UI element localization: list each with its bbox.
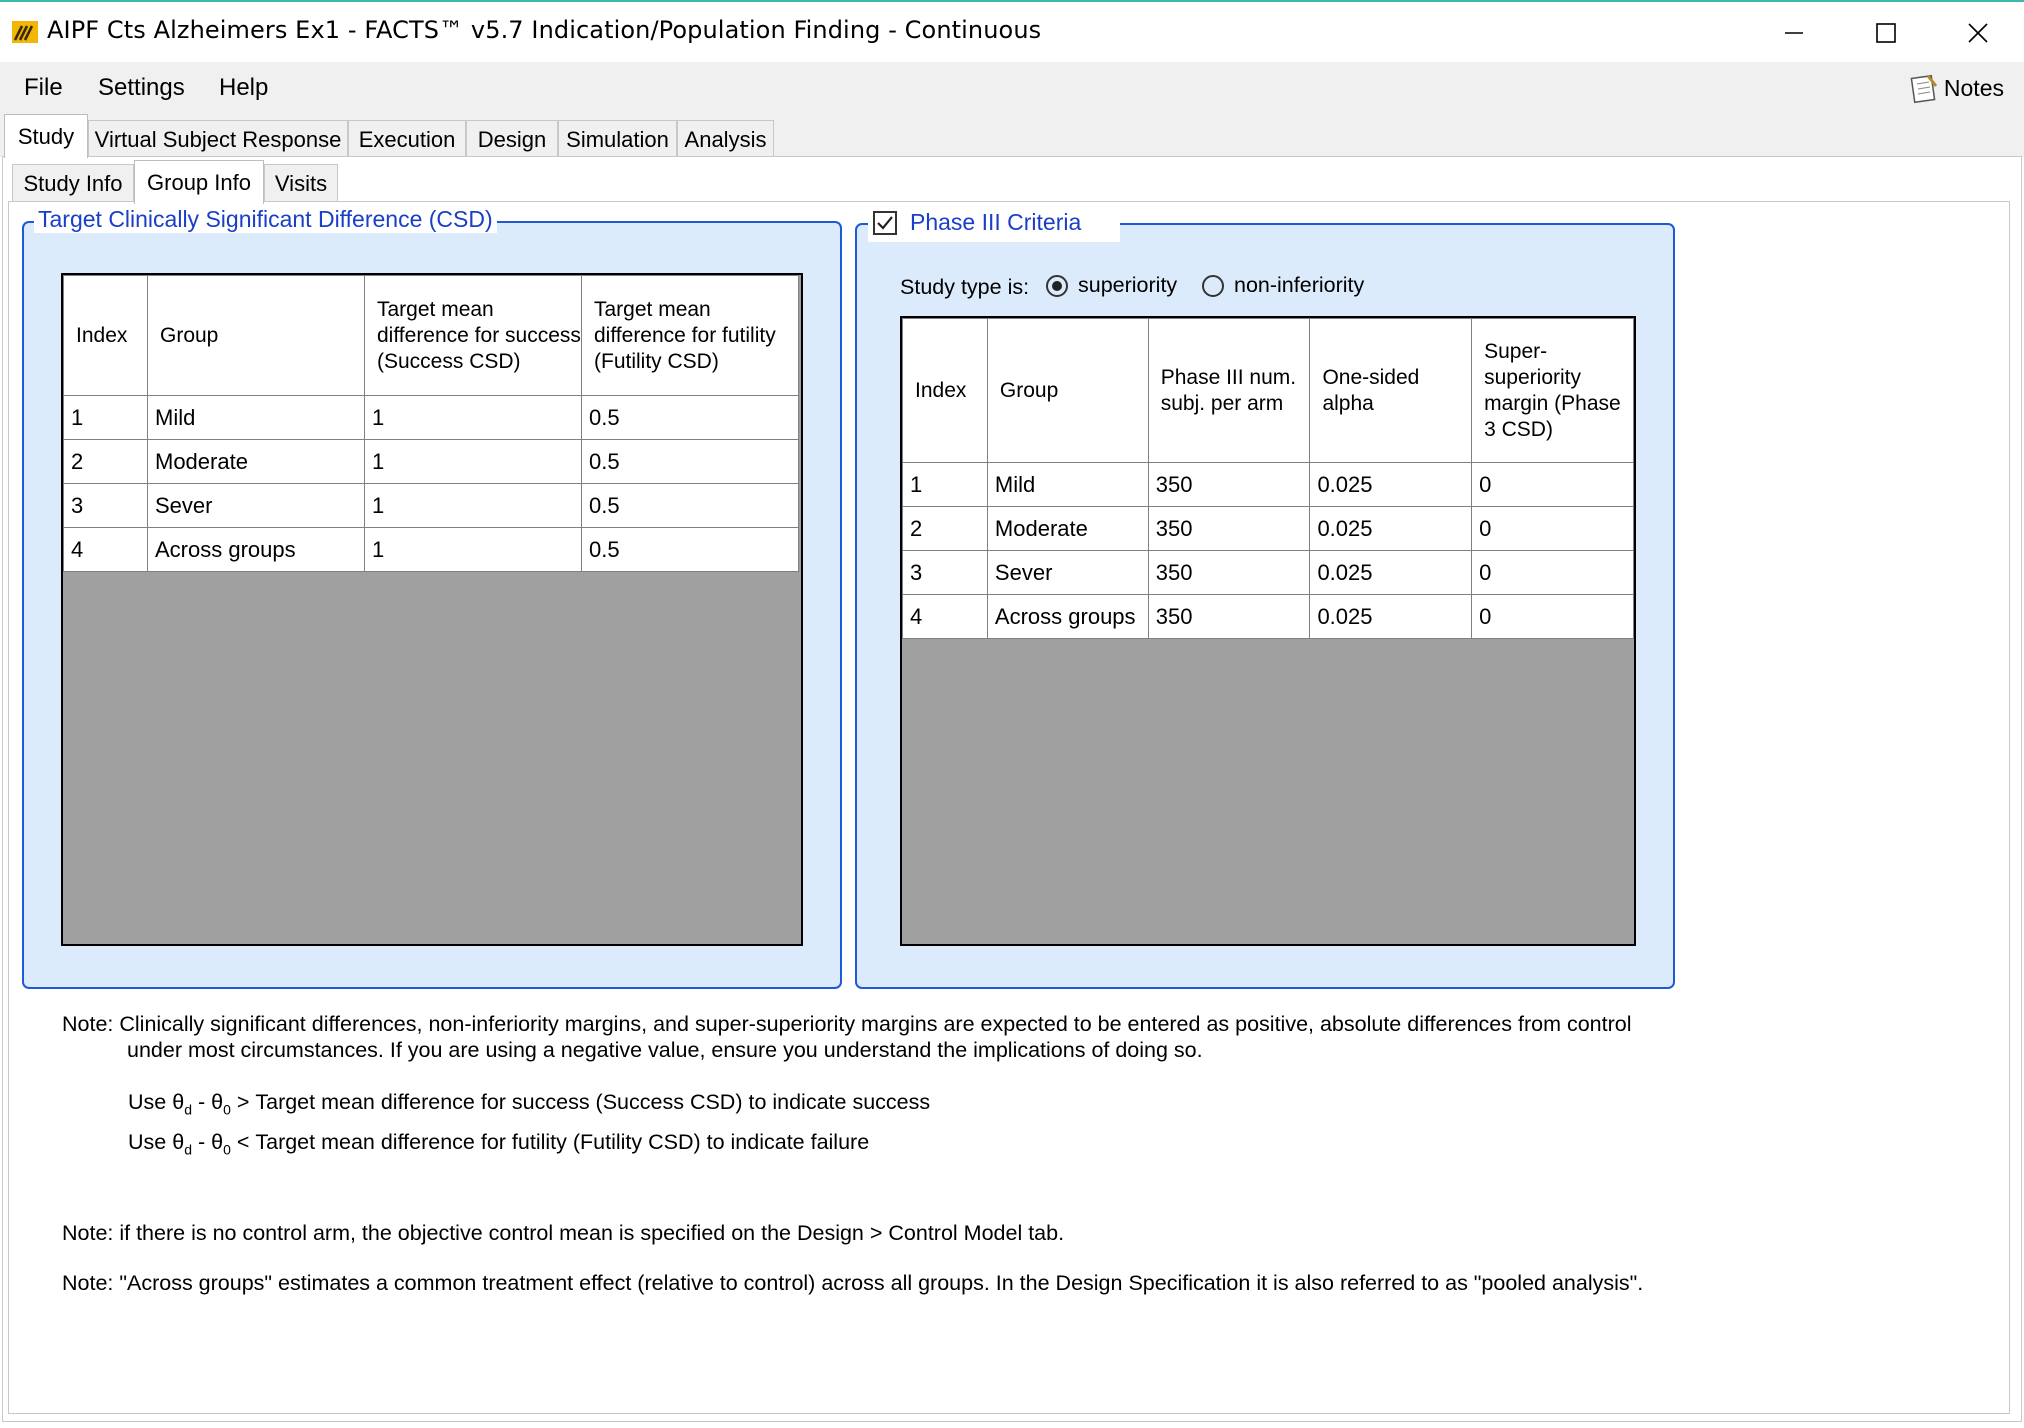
minimize-button[interactable] bbox=[1748, 8, 1840, 58]
phase3-cell-index: 4 bbox=[903, 595, 988, 639]
table-row[interactable] bbox=[903, 595, 1634, 639]
tab-analysis[interactable]: Analysis bbox=[677, 120, 774, 158]
menu-file[interactable]: File bbox=[24, 74, 63, 101]
radio-superiority-indicator bbox=[1046, 275, 1068, 297]
phase3-col-margin[interactable]: Super-superiority margin (Phase 3 CSD) bbox=[1472, 319, 1634, 463]
phase3-col-group[interactable]: Group bbox=[987, 319, 1148, 463]
notepad-icon bbox=[1908, 72, 1940, 104]
csd-col-index[interactable]: Index bbox=[64, 276, 148, 396]
csd-cell-success[interactable]: 1 bbox=[365, 528, 582, 572]
csd-cell-futility[interactable]: 0.5 bbox=[582, 440, 799, 484]
maximize-icon bbox=[1876, 23, 1896, 43]
table-row[interactable] bbox=[64, 528, 799, 572]
note-csd-line2: under most circumstances. If you are using a negative value, ensure you understand the implications of doing so. bbox=[127, 1038, 1203, 1062]
app-logo-icon bbox=[12, 21, 38, 43]
table-row[interactable] bbox=[903, 463, 1634, 507]
notes-button[interactable] bbox=[1908, 72, 2004, 104]
tab-group-info[interactable]: Group Info bbox=[134, 160, 264, 204]
phase3-cell-margin[interactable]: 0 bbox=[1472, 551, 1634, 595]
failure-rule: Use $\theta_d - \theta_0$ < Target mean difference for futility (Futility CSD) to indicate failure bbox=[128, 1130, 870, 1158]
csd-cell-index: 1 bbox=[64, 396, 148, 440]
phase3-groupbox-title: Phase III Criteria bbox=[910, 209, 1082, 235]
phase3-cell-alpha[interactable]: 0.025 bbox=[1310, 463, 1472, 507]
maximize-button[interactable] bbox=[1840, 8, 1932, 58]
success-rule-text: > Target mean difference for success (Success CSD) to indicate success bbox=[230, 1090, 931, 1114]
note-across-groups: Note: "Across groups" estimates a common treatment effect (relative to control) across all groups. In the Design Specification it is also referred to as "pooled analysis". bbox=[62, 1271, 1644, 1295]
menu-settings[interactable]: Settings bbox=[98, 74, 185, 101]
phase3-cell-margin[interactable]: 0 bbox=[1472, 595, 1634, 639]
phase3-cell-num-subj[interactable]: 350 bbox=[1148, 507, 1310, 551]
subscript-0: 0 bbox=[223, 1101, 231, 1118]
tab-study-info[interactable]: Study Info bbox=[12, 164, 134, 202]
csd-table bbox=[63, 275, 799, 572]
tab-execution[interactable]: Execution bbox=[348, 120, 466, 158]
theta-symbol: θ bbox=[172, 1130, 185, 1154]
table-row[interactable] bbox=[64, 440, 799, 484]
phase3-grid[interactable] bbox=[900, 316, 1636, 946]
phase3-col-index[interactable]: Index bbox=[903, 319, 988, 463]
radio-non-inferiority[interactable] bbox=[1202, 273, 1364, 298]
title-bar bbox=[0, 2, 2024, 62]
phase3-cell-group: Across groups bbox=[987, 595, 1148, 639]
use-prefix: Use bbox=[128, 1090, 173, 1114]
phase3-cell-index: 2 bbox=[903, 507, 988, 551]
csd-col-futility[interactable]: Target mean difference for futility (Futility CSD) bbox=[582, 276, 799, 396]
phase3-cell-num-subj[interactable]: 350 bbox=[1148, 463, 1310, 507]
csd-cell-group: Moderate bbox=[148, 440, 365, 484]
radio-non-inferiority-indicator bbox=[1202, 275, 1224, 297]
failure-rule-text: < Target mean difference for futility (Futility CSD) to indicate failure bbox=[230, 1130, 870, 1154]
phase3-cell-margin[interactable]: 0 bbox=[1472, 463, 1634, 507]
subscript-d: d bbox=[184, 1101, 192, 1118]
phase3-cell-margin[interactable]: 0 bbox=[1472, 507, 1634, 551]
csd-cell-success[interactable]: 1 bbox=[365, 440, 582, 484]
phase3-col-num-subj[interactable]: Phase III num. subj. per arm bbox=[1148, 319, 1310, 463]
tab-study[interactable]: Study bbox=[4, 114, 88, 158]
csd-col-success[interactable]: Target mean difference for success (Success CSD) bbox=[365, 276, 582, 396]
menu-help[interactable]: Help bbox=[219, 74, 269, 101]
phase3-cell-index: 3 bbox=[903, 551, 988, 595]
radio-superiority-label: superiority bbox=[1078, 273, 1178, 297]
theta-symbol: θ bbox=[172, 1090, 185, 1114]
theta-symbol: θ bbox=[211, 1130, 224, 1154]
notes-label: Notes bbox=[1943, 74, 2004, 101]
csd-header-row bbox=[64, 276, 799, 396]
close-icon bbox=[1968, 23, 1988, 43]
phase3-cell-group: Moderate bbox=[987, 507, 1148, 551]
subscript-d: d bbox=[184, 1141, 192, 1158]
csd-cell-futility[interactable]: 0.5 bbox=[582, 396, 799, 440]
table-row[interactable] bbox=[903, 507, 1634, 551]
theta-symbol: θ bbox=[211, 1090, 224, 1114]
phase3-cell-group: Mild bbox=[987, 463, 1148, 507]
tab-visits[interactable]: Visits bbox=[264, 164, 338, 202]
success-rule: Use $\theta_d - \theta_0$ > Target mean difference for success (Success CSD) to indicate success bbox=[128, 1090, 931, 1118]
table-row[interactable] bbox=[64, 484, 799, 528]
note-control-arm: Note: if there is no control arm, the objective control mean is specified on the Design > Control Model tab. bbox=[62, 1221, 1065, 1245]
note-csd-line1: Note: Clinically significant differences, non-inferiority margins, and super-superiority margins are expected to be entered as positive, absolute differences from control bbox=[62, 1012, 1632, 1036]
study-type-label: Study type is: bbox=[900, 275, 1030, 299]
sub-tab-strip bbox=[6, 160, 2018, 202]
csd-cell-futility[interactable]: 0.5 bbox=[582, 484, 799, 528]
phase3-cell-alpha[interactable]: 0.025 bbox=[1310, 595, 1472, 639]
phase3-checkbox[interactable] bbox=[873, 211, 897, 235]
phase3-table bbox=[902, 318, 1634, 639]
checkmark-icon bbox=[875, 213, 895, 233]
phase3-cell-alpha[interactable]: 0.025 bbox=[1310, 551, 1472, 595]
table-row[interactable] bbox=[903, 551, 1634, 595]
use-prefix: Use bbox=[128, 1130, 173, 1154]
csd-cell-futility[interactable]: 0.5 bbox=[582, 528, 799, 572]
csd-cell-index: 2 bbox=[64, 440, 148, 484]
csd-cell-group: Mild bbox=[148, 396, 365, 440]
phase3-col-alpha[interactable]: One-sided alpha bbox=[1310, 319, 1472, 463]
tab-simulation[interactable]: Simulation bbox=[558, 120, 677, 158]
phase3-cell-index: 1 bbox=[903, 463, 988, 507]
csd-cell-success[interactable]: 1 bbox=[365, 484, 582, 528]
csd-cell-index: 4 bbox=[64, 528, 148, 572]
main-tab-strip bbox=[0, 112, 2024, 157]
phase3-header-row bbox=[903, 319, 1634, 463]
tab-virtual-subject-response[interactable]: Virtual Subject Response bbox=[88, 120, 348, 158]
tab-design[interactable]: Design bbox=[466, 120, 558, 158]
csd-cell-group: Sever bbox=[148, 484, 365, 528]
csd-cell-group: Across groups bbox=[148, 528, 365, 572]
csd-groupbox-title: Target Clinically Significant Difference (CSD) bbox=[34, 206, 497, 233]
csd-grid[interactable] bbox=[61, 273, 803, 946]
subscript-0: 0 bbox=[223, 1141, 231, 1158]
window-title: AIPF Cts Alzheimers Ex1 - FACTS™ v5.7 Indication/Population Finding - Continuous bbox=[47, 16, 1042, 44]
table-row[interactable] bbox=[64, 396, 799, 440]
minimize-icon bbox=[1784, 23, 1804, 43]
csd-col-group[interactable]: Group bbox=[148, 276, 365, 396]
close-button[interactable] bbox=[1932, 8, 2024, 58]
csd-cell-success[interactable]: 1 bbox=[365, 396, 582, 440]
phase3-cell-group: Sever bbox=[987, 551, 1148, 595]
csd-cell-index: 3 bbox=[64, 484, 148, 528]
phase3-cell-alpha[interactable]: 0.025 bbox=[1310, 507, 1472, 551]
menu-bar bbox=[0, 62, 2024, 112]
radio-non-inferiority-label: non-inferiority bbox=[1234, 273, 1365, 297]
radio-superiority[interactable] bbox=[1046, 273, 1177, 298]
phase3-cell-num-subj[interactable]: 350 bbox=[1148, 551, 1310, 595]
phase3-cell-num-subj[interactable]: 350 bbox=[1148, 595, 1310, 639]
